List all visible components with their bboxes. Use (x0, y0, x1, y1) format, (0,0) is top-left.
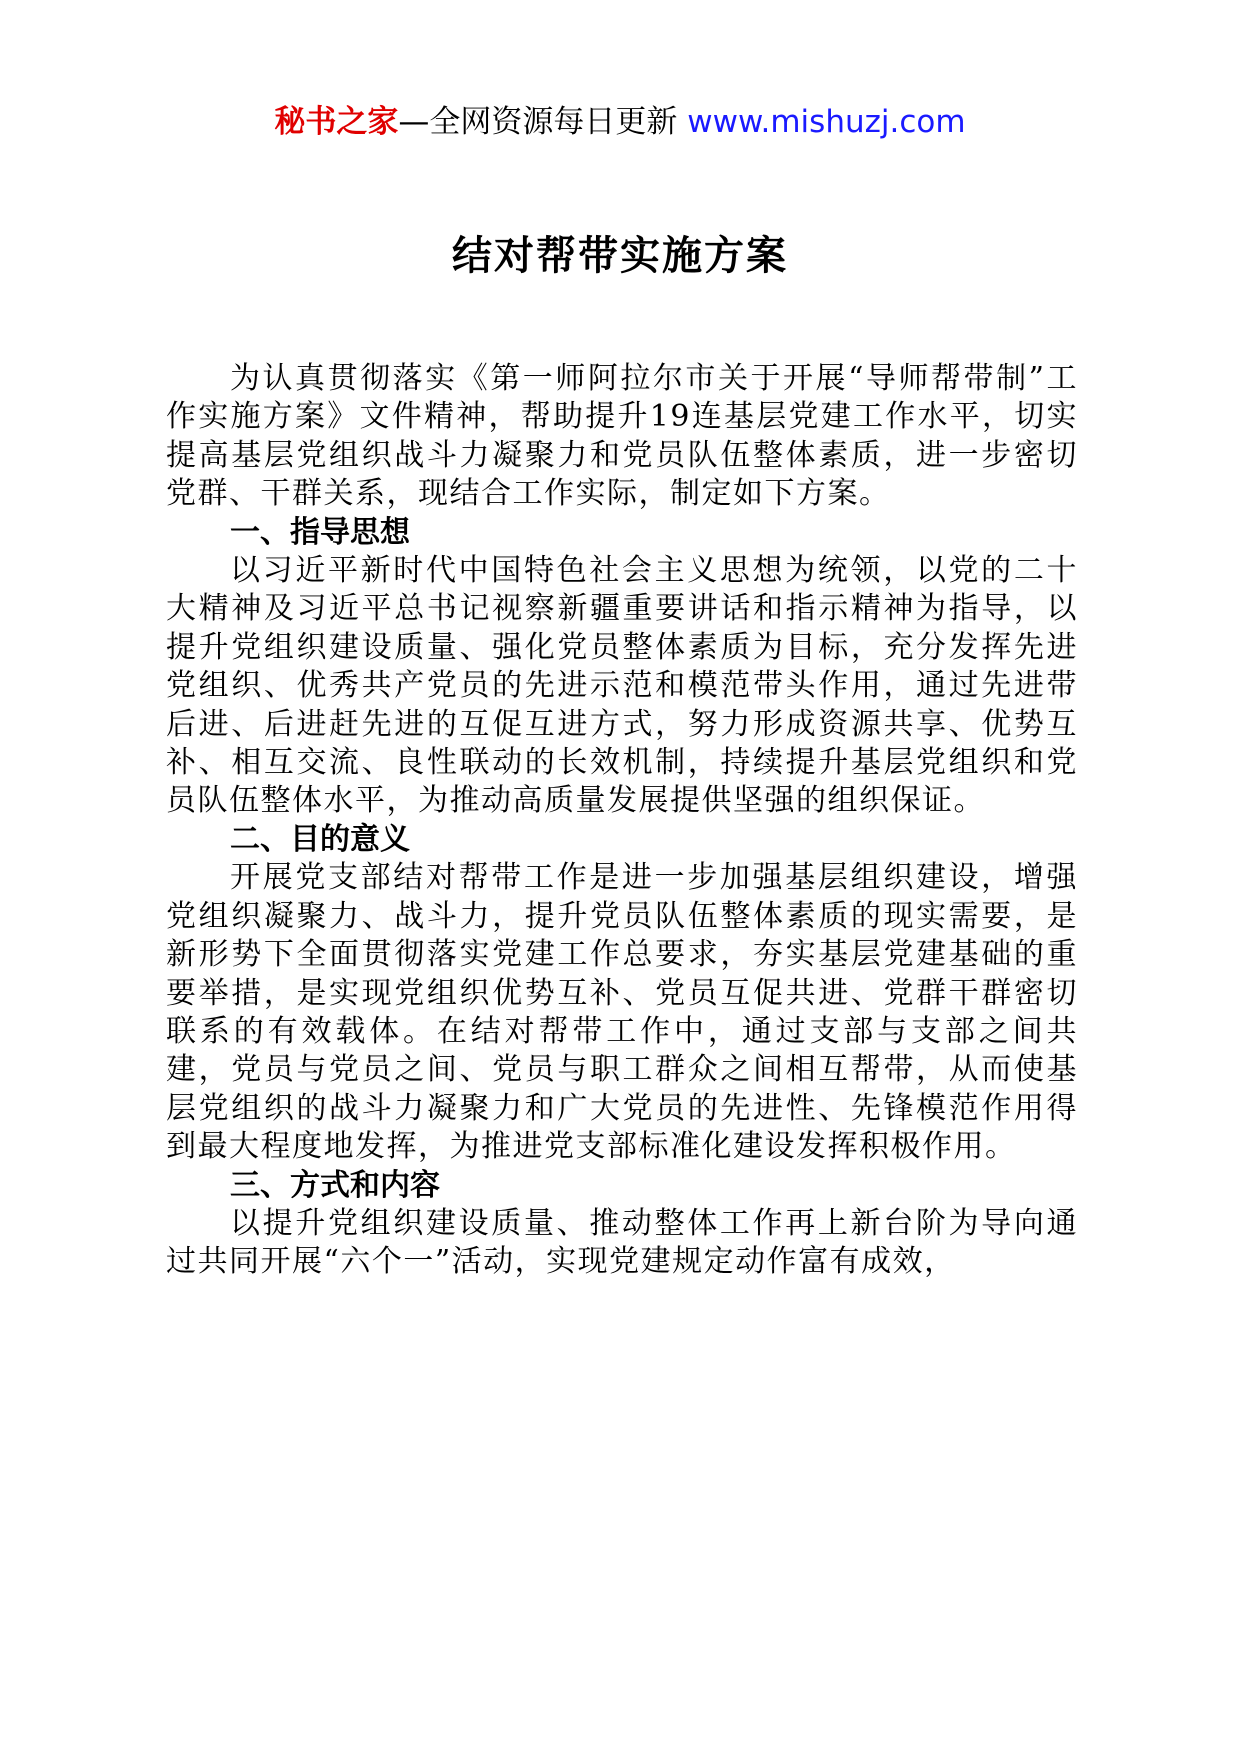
guiding-ideology-paragraph: 以习近平新时代中国特色社会主义思想为统领，以党的二十大精神及习近平总书记视察新疆重要讲话和指示精神为指导，以提升党组织建设质量、强化党员整体素质为目标，充分发挥先进党组织、优秀共产党员的先进示范和模范带头作用，通过先进带后进、后进赶先进的互促互进方式，努力形成资源共享、优势互补、相互交流、良性联动的长效机制，持续提升基层党组织和党员队伍整体水平，为推动高质量发展提供坚强的组织保证。 (166, 553, 1078, 819)
intro-paragraph: 为认真贯彻落实《第一师阿拉尔市关于开展“导师帮带制”工作实施方案》文件精神，帮助提升19连基层党建工作水平，切实提高基层党组织战斗力凝聚力和党员队伍整体素质，进一步密切党群、干群关系，现结合工作实际，制定如下方案。 (166, 361, 1078, 512)
site-brand: 秘书之家 (274, 104, 399, 140)
section-heading-guiding-ideology: 一、指导思想 (230, 514, 410, 550)
purpose-paragraph: 开展党支部结对帮带工作是进一步加强基层组织建设，增强党组织凝聚力、战斗力，提升党员队伍整体素质的现实需要，是新形势下全面贯彻落实党建工作总要求，夯实基层党建基础的重要举措，是实现党组织优势互补、党员互促共进、党群干群密切联系的有效载体。在结对帮带工作中，通过支部与支部之间共建，党员与党员之间、党员与职工群众之间相互帮带，从而使基层党组织的战斗力凝聚力和广大党员的先进性、先锋模范作用得到最大程度地发挥，为推进党支部标准化建设发挥积极作用。 (166, 860, 1078, 1165)
site-url-link[interactable]: www.mishuzj.com (687, 104, 966, 140)
document-body (166, 360, 1078, 1282)
section-heading-purpose: 二、目的意义 (230, 821, 410, 857)
site-header (0, 100, 1240, 144)
section-heading-methods: 三、方式和内容 (230, 1167, 440, 1203)
methods-paragraph: 以提升党组织建设质量、推动整体工作再上新台阶为导向通过共同开展“六个一”活动，实现党建规定动作富有成效， (166, 1205, 1078, 1280)
document-title: 结对帮带实施方案 (452, 232, 788, 279)
site-tagline: —全网资源每日更新 (398, 104, 688, 140)
